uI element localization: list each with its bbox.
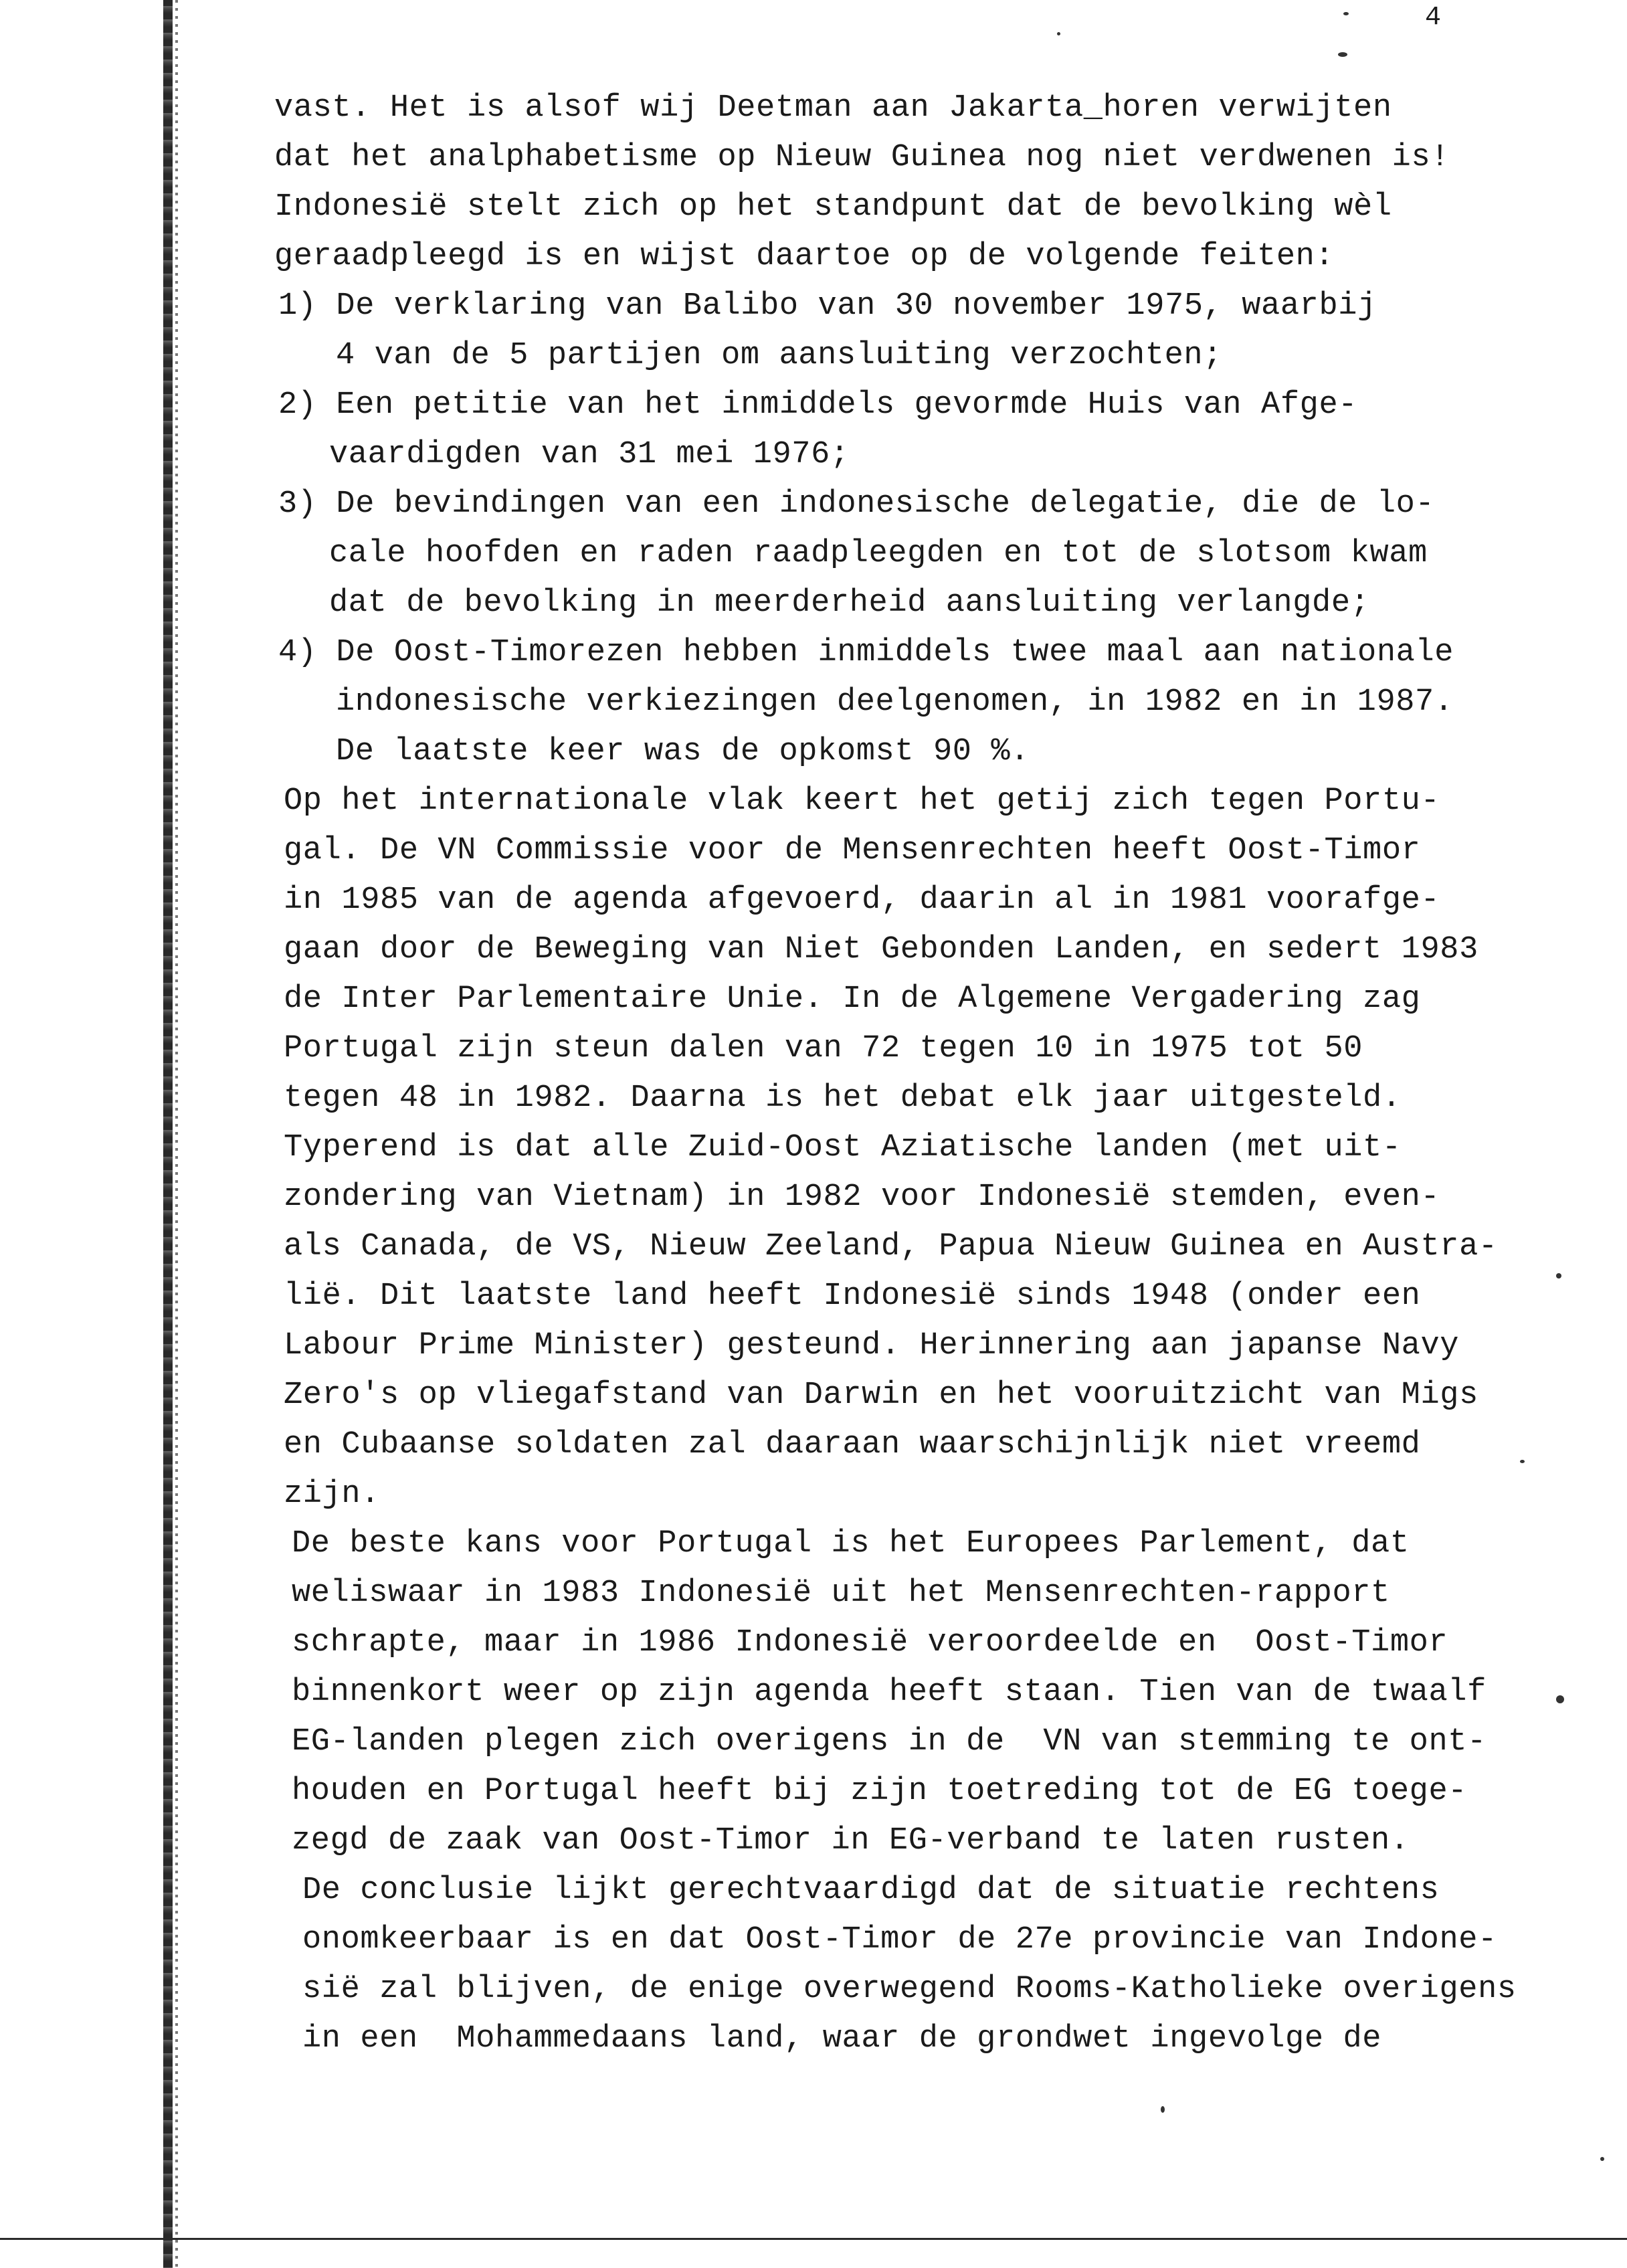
text-line: 4 van de 5 partijen om aansluiting verzochten; (336, 338, 1223, 373)
text-line: 3) De bevindingen van een indonesische delegatie, die de lo- (278, 486, 1435, 522)
text-line: De beste kans voor Portugal is het Europees Parlement, dat (292, 1526, 1410, 1562)
text-line: de Inter Parlementaire Unie. In de Algemene Vergadering zag (284, 981, 1421, 1017)
text-line: in een Mohammedaans land, waar de grondwet ingevolge de (302, 2021, 1382, 2057)
text-line: De conclusie lijkt gerechtvaardigd dat de situatie rechtens (302, 1873, 1440, 1908)
text-line: houden en Portugal heeft bij zijn toetreding tot de EG toege- (292, 1774, 1468, 1809)
text-line: lië. Dit laatste land heeft Indonesië sinds 1948 (onder een (284, 1279, 1421, 1314)
text-line: Portugal zijn steun dalen van 72 tegen 10 in 1975 tot 50 (284, 1031, 1363, 1066)
text-line: dat de bevolking in meerderheid aansluiting verlangde; (329, 585, 1370, 621)
text-line: binnenkort weer op zijn agenda heeft staan. Tien van de twaalf (292, 1675, 1487, 1710)
text-line: Zero's op vliegafstand van Darwin en het vooruitzicht van Migs (284, 1378, 1478, 1413)
text-line: zegd de zaak van Oost-Timor in EG-verband te laten rusten. (292, 1823, 1410, 1859)
text-line: zijn. (284, 1477, 381, 1512)
text-line: gal. De VN Commissie voor de Mensenrechten heeft Oost-Timor (284, 833, 1421, 868)
text-line: Typerend is dat alle Zuid-Oost Aziatische landen (met uit- (284, 1130, 1402, 1165)
text-line: Labour Prime Minister) gesteund. Herinnering aan japanse Navy (284, 1328, 1460, 1363)
text-line: Op het internationale vlak keert het getij zich tegen Portu- (284, 783, 1440, 819)
text-line: tegen 48 in 1982. Daarna is het debat elk jaar uitgesteld. (284, 1080, 1402, 1116)
text-line: zondering van Vietnam) in 1982 voor Indonesië stemden, even- (284, 1179, 1440, 1215)
text-line: vaardigden van 31 mei 1976; (329, 437, 850, 472)
text-line: schrapte, maar in 1986 Indonesië veroordeelde en Oost-Timor (292, 1625, 1448, 1661)
text-line: onomkeerbaar is en dat Oost-Timor de 27e provincie van Indone- (302, 1922, 1497, 1958)
text-line: De laatste keer was de opkomst 90 %. (336, 734, 1030, 769)
text-line: 2) Een petitie van het inmiddels gevormde Huis van Afge- (278, 387, 1358, 423)
text-line: 1) De verklaring van Balibo van 30 november 1975, waarbij (278, 288, 1377, 324)
page-number: 4 (1425, 3, 1442, 33)
text-line: gaan door de Beweging van Niet Gebonden Landen, en sedert 1983 (284, 932, 1478, 967)
text-line: als Canada, de VS, Nieuw Zeeland, Papua Nieuw Guinea en Austra- (284, 1229, 1498, 1264)
text-line: sië zal blijven, de enige overwegend Rooms-Katholieke overigens (302, 1972, 1517, 2007)
text-line: indonesische verkiezingen deelgenomen, in 1982 en in 1987. (336, 684, 1454, 720)
text-line: cale hoofden en raden raadpleegden en tot de slotsom kwam (329, 536, 1428, 571)
text-line: vast. Het is alsof wij Deetman aan Jakarta_horen verwijten (274, 90, 1392, 126)
text-line: Indonesië stelt zich op het standpunt dat de bevolking wèl (274, 189, 1392, 225)
text-line: dat het analphabetisme op Nieuw Guinea nog niet verdwenen is! (274, 140, 1450, 175)
text-line: EG-landen plegen zich overigens in de VN van stemming te ont- (292, 1724, 1487, 1760)
text-line: in 1985 van de agenda afgevoerd, daarin al in 1981 voorafge- (284, 882, 1440, 918)
text-line: geraadpleegd is en wijst daartoe op de volgende feiten: (274, 239, 1335, 274)
text-line: en Cubaanse soldaten zal daaraan waarschijnlijk niet vreemd (284, 1427, 1421, 1462)
text-line: weliswaar in 1983 Indonesië uit het Mensenrechten-rapport (292, 1576, 1390, 1611)
text-line: 4) De Oost-Timorezen hebben inmiddels twee maal aan nationale (278, 635, 1454, 670)
